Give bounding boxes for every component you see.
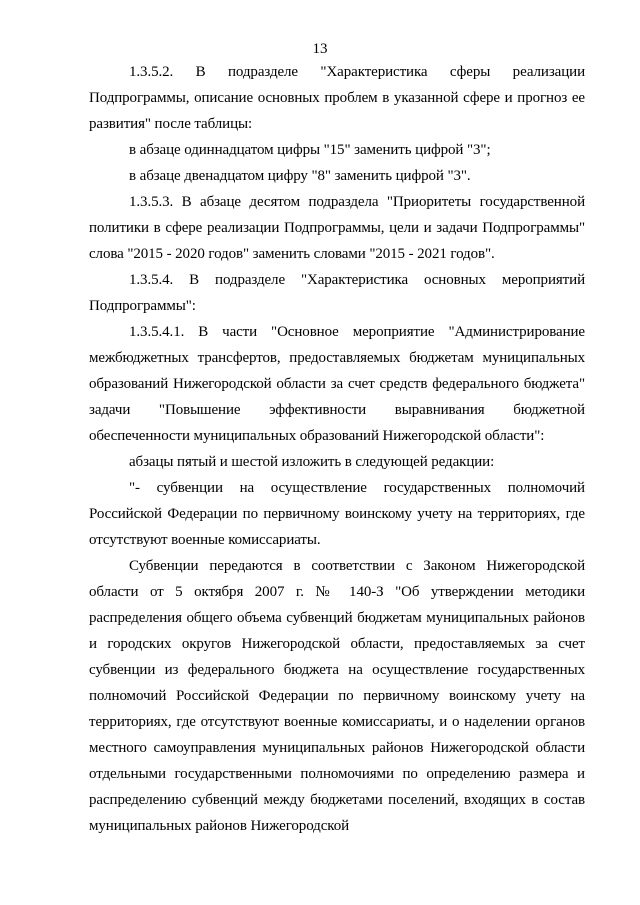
paragraph-1-3-5-4: 1.3.5.4. В подразделе "Характеристика основных мероприятий Подпрограммы": [89,272,585,314]
paragraph-abzacy-5-6: абзацы пятый и шестой изложить в следующей редакции: [129,454,495,470]
paragraph-abzac-12: в абзаце двенадцатом цифру "8" заменить цифрой "3". [129,168,471,184]
paragraph-subvencii-peredayutsya: Субвенции передаются в соответствии с Законом Нижегородской области от 5 октября 2007 г. № 140-З "Об утверждении методики распределения общего объема субвенций бюджетам муниципальных районов и городских округов Нижегородской области, предоставляемых за счет субвенции из федерального бюджета на осуществление государственных полномочий Российской Федерации по первичному воинскому учету на территориях, где отсутствуют военные комиссариаты, и о наделении органов местного самоуправления муниципальных районов Нижегородской области отдельными государственными полномочиями по определению размера и распределению субвенций между бюджетами поселений, входящих в состав муниципальных районов Нижегородской [89,558,585,834]
paragraph-1-3-5-3: 1.3.5.3. В абзаце десятом подраздела "Приоритеты государственной политики в сфере реализации Подпрограммы, цели и задачи Подпрограммы" слова "2015 - 2020 годов" заменить словами "2015 - 2021 годов". [89,194,585,262]
paragraph-abzac-11: в абзаце одиннадцатом цифры "15" заменить цифрой "3"; [129,142,491,158]
document-body [89,59,585,839]
paragraph-1-3-5-4-1: 1.3.5.4.1. В части "Основное мероприятие "Администрирование межбюджетных трансфертов, предоставляемых бюджетам муниципальных образований Нижегородской области за счет средств федерального бюджета" задачи "Повышение эффективности выравнивания бюджетной обеспеченности муниципальных образований Нижегородской области": [89,324,585,444]
page-number: 13 [312,41,328,57]
paragraph-1-3-5-2: 1.3.5.2. В подразделе "Характеристика сферы реализации Подпрограммы, описание основных проблем в указанной сфере и прогноз ее развития" после таблицы: [89,64,585,132]
paragraph-subvencii-item: "- субвенции на осуществление государственных полномочий Российской Федерации по первичному воинскому учету на территориях, где отсутствуют военные комиссариаты. [89,480,585,548]
